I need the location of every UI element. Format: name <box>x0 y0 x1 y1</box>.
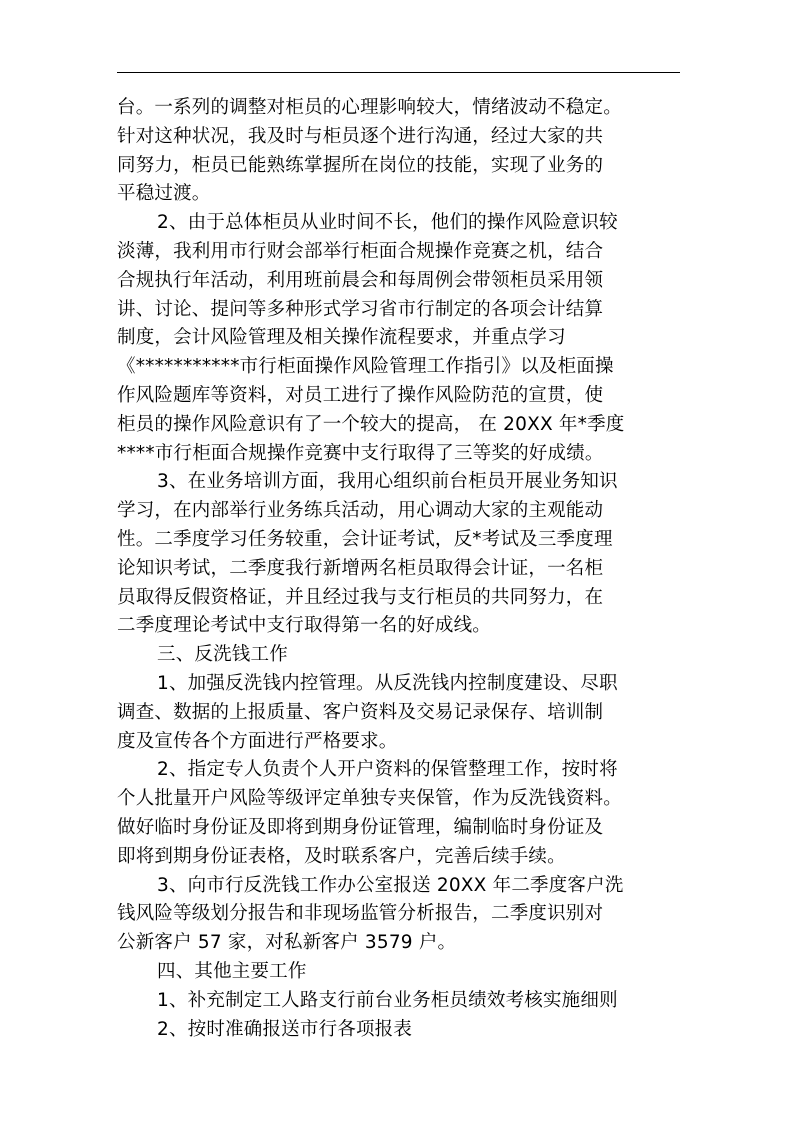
text-line: 2、指定专人负责个人开户资料的保管整理工作，按时将 <box>157 759 618 781</box>
text-line: 制度，会计风险管理及相关操作流程要求，并重点学习 <box>117 327 566 349</box>
document-body <box>117 94 680 1044</box>
text-line: 度及宣传各个方面进行严格要求。 <box>117 730 398 752</box>
text-line: 淡薄，我利用市行财会部举行柜面合规操作竞赛之机，结合 <box>117 240 604 262</box>
text-line: 2、由于总体柜员从业时间不长，他们的操作风险意识较 <box>157 212 618 234</box>
text-line: 二季度理论考试中支行取得第一名的好成线。 <box>117 615 492 637</box>
text-line: 台。一系列的调整对柜员的心理影响较大，情绪波动不稳定。 <box>117 97 622 118</box>
text-line: 公新客户 57 家，对私新客户 3579 户。 <box>117 932 457 954</box>
text-line: 《***********市行柜面操作风险管理工作指引》以及柜面操 <box>117 356 614 378</box>
text-line: 即将到期身份证表格，及时联系客户，完善后续手续。 <box>117 845 566 867</box>
text-line: 学习，在内部举行业务练兵活动，用心调动大家的主观能动 <box>117 500 604 522</box>
text-line: 性。二季度学习任务较重，会计证考试，反*考试及三季度理 <box>117 528 613 550</box>
text-line: 3、向市行反洗钱工作办公室报送 20XX 年二季度客户洗 <box>157 874 624 896</box>
text-line: ****市行柜面合规操作竞赛中支行取得了三等奖的好成绩。 <box>117 442 604 464</box>
text-line: 2、按时准确报送市行各项报表 <box>157 1018 413 1040</box>
text-line: 做好临时身份证及即将到期身份证管理，编制临时身份证及 <box>117 816 604 838</box>
text-line: 员取得反假资格证，并且经过我与支行柜员的共同努力，在 <box>117 586 604 608</box>
section-heading: 三、反洗钱工作 <box>157 644 288 666</box>
text-line: 个人批量开户风险等级评定单独专夹保管，作为反洗钱资料。 <box>117 788 622 810</box>
text-line: 讲、讨论、提问等多种形式学习省市行制定的各项会计结算 <box>117 298 604 320</box>
text-line: 钱风险等级划分报告和非现场监管分析报告，二季度识别对 <box>117 903 604 925</box>
text-line: 作风险题库等资料，对员工进行了操作风险防范的宣贯，使 <box>117 384 604 406</box>
text-line: 柜员的操作风险意识有了一个较大的提高， 在 20XX 年*季度 <box>117 413 625 435</box>
section-heading: 四、其他主要工作 <box>157 960 307 982</box>
text-line: 1、加强反洗钱内控管理。从反洗钱内控制度建设、尽职 <box>157 672 618 694</box>
text-line: 调查、数据的上报质量、客户资料及交易记录保存、培训制 <box>117 701 604 723</box>
text-line: 合规执行年活动，利用班前晨会和每周例会带领柜员采用领 <box>117 269 604 291</box>
text-line: 针对这种状况，我及时与柜员逐个进行沟通，经过大家的共 <box>117 125 604 147</box>
text-line: 平稳过渡。 <box>117 183 211 205</box>
text-line: 3、在业务培训方面，我用心组织前台柜员开展业务知识 <box>157 471 618 493</box>
text-line: 1、补充制定工人路支行前台业务柜员绩效考核实施细则 <box>157 989 618 1011</box>
text-line: 论知识考试，二季度我行新增两名柜员取得会计证，一名柜 <box>117 557 604 579</box>
header-divider <box>117 72 680 73</box>
text-line: 同努力，柜员已能熟练掌握所在岗位的技能，实现了业务的 <box>117 154 604 176</box>
